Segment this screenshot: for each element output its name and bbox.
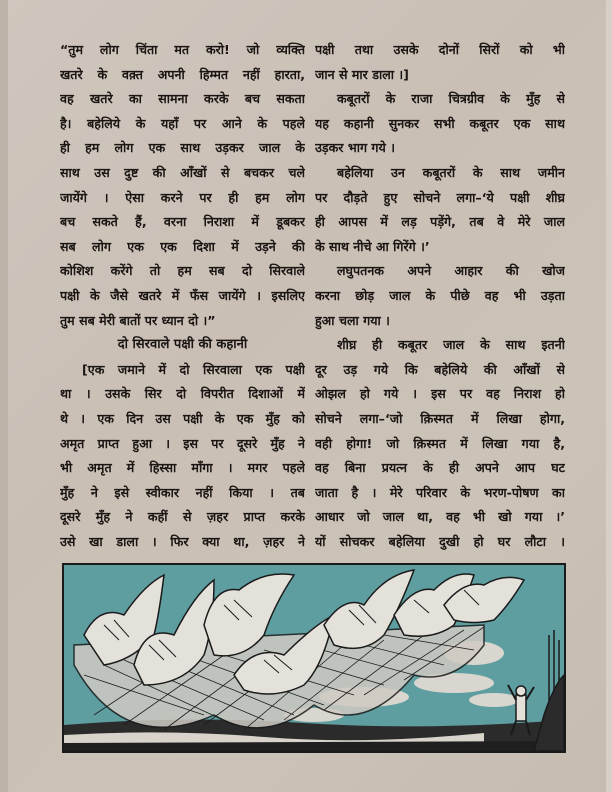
left-column — [60, 38, 305, 554]
text-line: अमृत प्राप्त हुआ । इस पर दूसरे मुँह ने — [60, 435, 305, 451]
text-line: पक्षी के जैसे खतरे में फँस जायेंगे । इसलिए — [60, 287, 305, 303]
text-line: ओझल हो गये । इस पर वह निराश हो — [315, 386, 565, 402]
right-column — [315, 38, 565, 554]
text-line: साथ उस दुष्ट की आँखों से बचकर चले — [60, 164, 305, 180]
text-line: था । उसके सिर दो विपरीत दिशाओं में — [60, 386, 305, 402]
text-line: शीघ्र ही कबूतर जाल के साथ इतनी — [337, 337, 565, 353]
page-right-edge — [606, 0, 612, 792]
right-paragraph-5 — [315, 333, 565, 554]
text-line: मुँह ने इसे स्वीकार नहीं किया । तब — [60, 484, 305, 500]
text-line: वह खतरे का सामना करके बच सकता — [60, 91, 305, 107]
text-line: बहेलिया उन कबूतरों के साथ जमीन — [337, 164, 565, 180]
right-paragraph-4 — [315, 259, 565, 333]
text-line: उसे खा डाला । फिर क्या था, ज़हर ने — [60, 533, 305, 549]
text-line: उड़कर भाग गये । — [315, 140, 395, 156]
text-line: पर दौड़ते हुए सोचने लगा–‘ये पक्षी शीघ्र — [315, 189, 565, 205]
illustration-pigeons-flying-with-net — [62, 563, 566, 753]
story-heading: दो सिरवाले पक्षी की कहानी — [117, 337, 248, 353]
text-line: हुआ चला गया । — [315, 312, 390, 328]
text-line: है। बहेलिये के यहाँ पर आने के पहले — [60, 115, 305, 131]
text-line: सब लोग एक एक दिशा में उड़ने की — [60, 238, 305, 254]
text-line: कबूतरों के राजा चित्रग्रीव के मुँह से — [337, 91, 565, 107]
text-line: सोचने लगा–‘जो क़िस्मत में लिखा होगा, — [315, 410, 565, 426]
text-line: दूर उड़ गये कि बहेलिये की आँखों से — [315, 361, 565, 377]
page-binding-edge — [0, 0, 8, 792]
text-line: यों सोचकर बहेलिया दुखी हो घर लौटा । — [315, 533, 565, 549]
text-line: बच सकते हैं, वरना निराशा में डूबकर — [60, 214, 305, 230]
text-line: लघुपतनक अपने आहार की खोज — [337, 263, 565, 279]
text-line: ही आपस में लड़ पड़ेंगे, तब वे मेरे जाल — [315, 214, 565, 230]
text-line: जायेंगे । ऐसा करने पर ही हम लोग — [60, 189, 305, 205]
text-line: वही होगा! जो क़िस्मत में लिखा गया है, — [315, 435, 565, 451]
text-line: के साथ नीचे आ गिरेंगे ।’ — [315, 238, 430, 254]
illustration-svg — [64, 565, 564, 751]
left-paragraph-1 — [60, 38, 305, 333]
right-paragraph-1 — [315, 38, 565, 87]
text-line: वह बिना प्रयत्न के ही अपने आप घट — [315, 460, 565, 476]
text-line: पक्षी तथा उसके दोनों सिरों को भी — [315, 42, 565, 57]
right-paragraph-2 — [315, 87, 565, 161]
text-line: [एक जमाने में दो सिरवाला एक पक्षी — [82, 361, 305, 377]
text-line: आधार जो जाल था, वह भी खो गया ।’ — [315, 509, 565, 525]
text-line: भी अमृत में हिस्सा माँगा । मगर पहले — [60, 460, 305, 476]
text-line: दूसरे मुँह ने कहीं से ज़हर प्राप्त करके — [60, 509, 305, 525]
text-line: ही हम लोग एक साथ उड़कर जाल के — [60, 140, 305, 156]
text-line: करना छोड़ जाल के पीछे वह भी उड़ता — [315, 287, 565, 303]
text-line: जान से मार डाला ।] — [315, 66, 409, 82]
text-line: तुम सब मेरी बातों पर ध्यान दो ।” — [60, 312, 216, 328]
text-line: थे । एक दिन उस पक्षी के एक मुँह को — [60, 410, 305, 426]
text-line: जाता है । मेरे परिवार के भरण-पोषण का — [315, 484, 565, 500]
left-paragraph-2 — [60, 358, 305, 555]
text-line: “तुम लोग चिंता मत करो! जो व्यक्ति — [60, 42, 305, 57]
text-line: यह कहानी सुनकर सभी कबूतर एक साथ — [315, 115, 565, 131]
text-line: कोशिश करेंगे तो हम सब दो सिरवाले — [60, 263, 305, 279]
right-paragraph-3 — [315, 161, 565, 259]
text-line: खतरे के वक़्त अपनी हिम्मत नहीं हारता, — [60, 66, 305, 82]
